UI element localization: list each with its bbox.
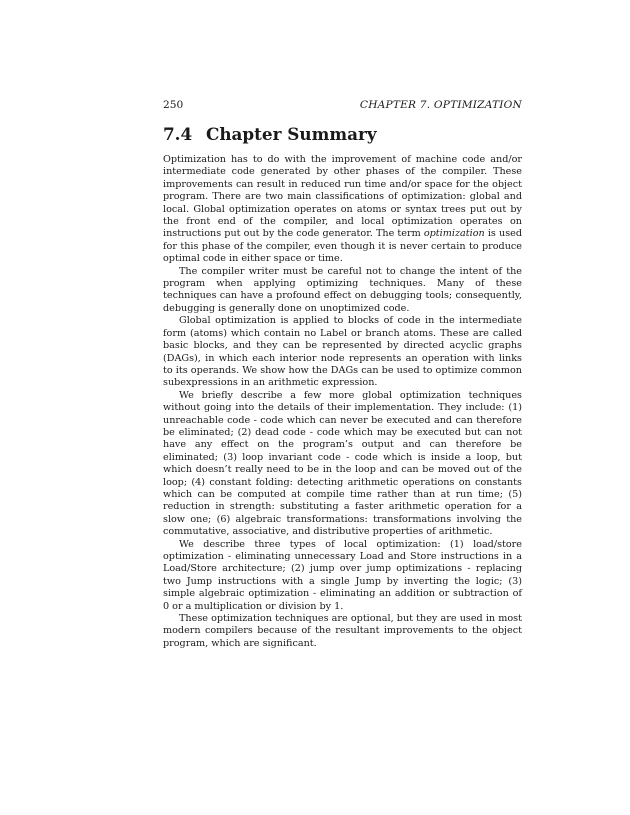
paragraph-text: is used for this phase of the compiler, even though it is never certain to produce optimal code in either space or time.: [163, 228, 522, 265]
section-number: 7.4: [163, 124, 193, 144]
paragraph: The compiler writer must be careful not to change the intent of the program when applying optimizing techniques. Many of these techniques can have a profound effect on debugging tools; consequently, debugging is generally done on unoptimized code.: [163, 265, 522, 314]
body-text: [163, 154, 522, 650]
paragraph: Global optimization is applied to blocks of code in the intermediate form (atoms) which contain no Label or branch atoms. These are called basic blocks, and they can be represented by directed acyclic graphs (DAGs), in which each interior node represents an operation with links to its operands. We show how the DAGs can be used to optimize common subexpressions in an arithmetic expression.: [163, 315, 522, 389]
section-heading: [163, 123, 522, 145]
paragraph: These optimization techniques are optional, but they are used in most modern compilers because of the resultant improvements to the object program, which are significant.: [163, 613, 522, 649]
running-header: [163, 98, 522, 112]
page-number: 250: [163, 99, 184, 111]
paragraph: We briefly describe a few more global optimization techniques without going into the details of their implementation. They include: (1) unreachable code - code which can never be executed and can therefore be eliminated; (2) dead code - code which may be executed but can not have any effect on the program’s output and can therefore be eliminated; (3) loop invariant code - code which is inside a loop, but which doesn’t really need to be in the loop and can be moved out of the loop; (4) constant folding: detecting arithmetic operations on constants which can be computed at compile time rather than at run time; (5) reduction in strength: substituting a faster arithmetic operation for a slow one; (6) algebraic transformations: transformations involving the commutative, associative, and distributive properties of arithmetic.: [163, 389, 522, 538]
emphasized-term: optimization: [423, 228, 485, 240]
paragraph-text: Optimization has to do with the improvement of machine code and/or intermediate code generated by other phases of the compiler. These improvements can result in reduced run time and/or space for the object program. There are two main classifications of optimization: global and local. Global optimization operates on atoms or syntax trees put out by the front end of the compiler, and local optimization operates on instructions put out by the code generator. The term: [163, 154, 522, 240]
section-title: Chapter Summary: [206, 124, 377, 144]
chapter-header: CHAPTER 7. OPTIMIZATION: [359, 99, 522, 111]
paragraph: [163, 154, 522, 266]
paragraph: We describe three types of local optimization: (1) load/store optimization - eliminating unnecessary Load and Store instructions in a Load/Store architecture; (2) jump over jump optimizations - replacing two Jump instructions with a single Jump by inverting the logic; (3) simple algebraic optimization - eliminating an addition or subtraction of 0 or a multiplication or division by 1.: [163, 538, 522, 612]
